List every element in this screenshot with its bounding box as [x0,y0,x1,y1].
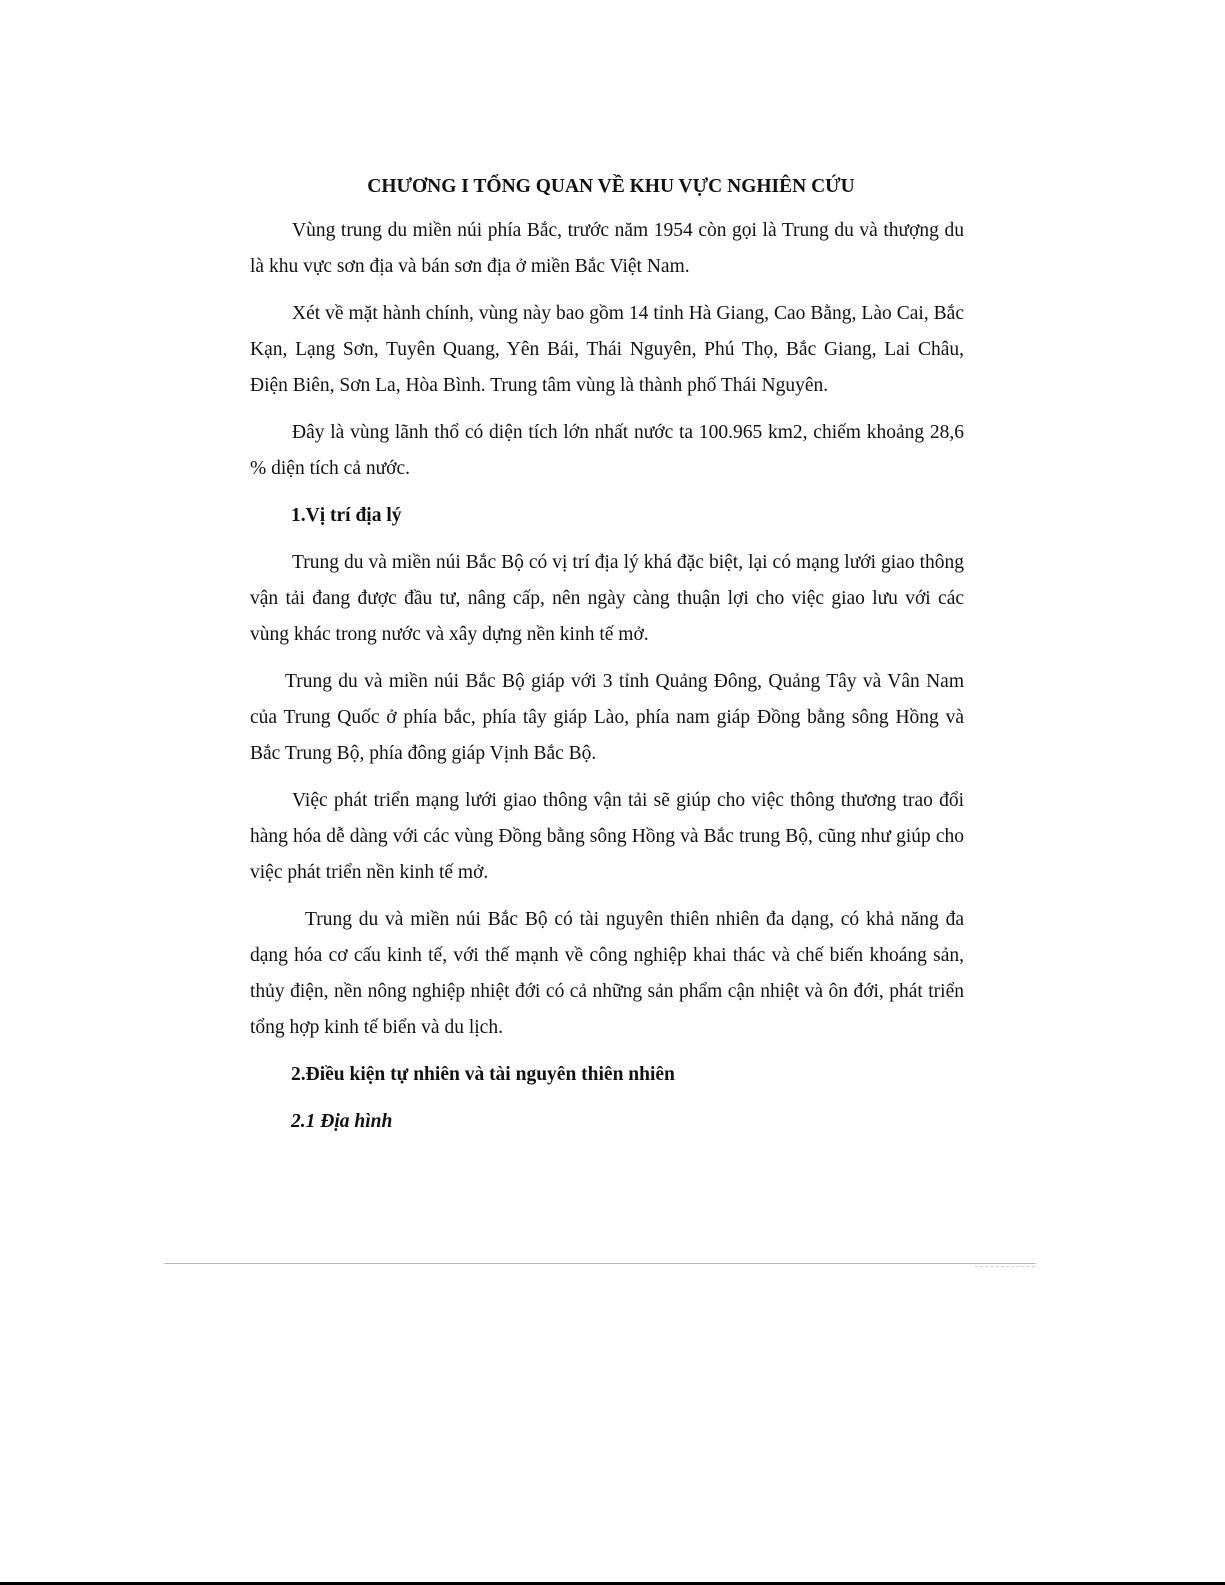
document-page [250,172,964,1140]
administrative-paragraph: Xét về mặt hành chính, vùng này bao gồm 14 tỉnh Hà Giang, Cao Bằng, Lào Cai, Bắc Kạn, Lạng Sơn, Tuyên Quang, Yên Bái, Thái Nguyên, Phú Thọ, Bắc Giang, Lai Châu, Điện Biên, Sơn La, Hòa Bình. Trung tâm vùng là thành phố Thái Nguyên. [250,303,964,396]
chapter-title: CHƯƠNG I TỔNG QUAN VỀ KHU VỰC NGHIÊN CỨU [367,176,855,197]
transport-paragraph: Việc phát triển mạng lưới giao thông vận tải sẽ giúp cho việc thông thương trao đổi hàng hóa dễ dàng với các vùng Đồng bằng sông Hồng và Bắc trung Bộ, cũng như giúp cho việc phát triển nền kinh tế mở. [250,790,964,883]
page-break-dash [975,1266,1035,1267]
page-break-line [164,1263,1036,1264]
section-heading-location: 1.Vị trí địa lý [291,505,402,526]
location-paragraph: Trung du và miền núi Bắc Bộ có vị trí địa lý khá đặc biệt, lại có mạng lưới giao thông vận tải đang được đầu tư, nâng cấp, nên ngày càng thuận lợi cho việc giao lưu với các vùng khác trong nước và xây dựng nền kinh tế mở. [250,552,964,645]
borders-paragraph: Trung du và miền núi Bắc Bộ giáp với 3 tỉnh Quảng Đông, Quảng Tây và Vân Nam của Trung Quốc ở phía bắc, phía tây giáp Lào, phía nam giáp Đồng bằng sông Hồng và Bắc Trung Bộ, phía đông giáp Vịnh Bắc Bộ. [250,671,964,764]
resources-paragraph: Trung du và miền núi Bắc Bộ có tài nguyên thiên nhiên đa dạng, có khả năng đa dạng hóa cơ cấu kinh tế, với thế mạnh về công nghiệp khai thác và chế biến khoáng sản, thủy điện, nền nông nghiệp nhiệt đới có cả những sản phẩm cận nhiệt và ôn đới, phát triển tổng hợp kinh tế biển và du lịch. [250,909,964,1038]
intro-paragraph: Vùng trung du miền núi phía Bắc, trước năm 1954 còn gọi là Trung du và thượng du là khu vực sơn địa và bán sơn địa ở miền Bắc Việt Nam. [250,220,964,277]
area-paragraph: Đây là vùng lãnh thổ có diện tích lớn nhất nước ta 100.965 km2, chiếm khoảng 28,6 % diện tích cả nước. [250,422,964,479]
section-heading-natural-conditions: 2.Điều kiện tự nhiên và tài nguyên thiên nhiên [291,1064,675,1085]
subsection-heading-terrain: 2.1 Địa hình [291,1111,393,1132]
